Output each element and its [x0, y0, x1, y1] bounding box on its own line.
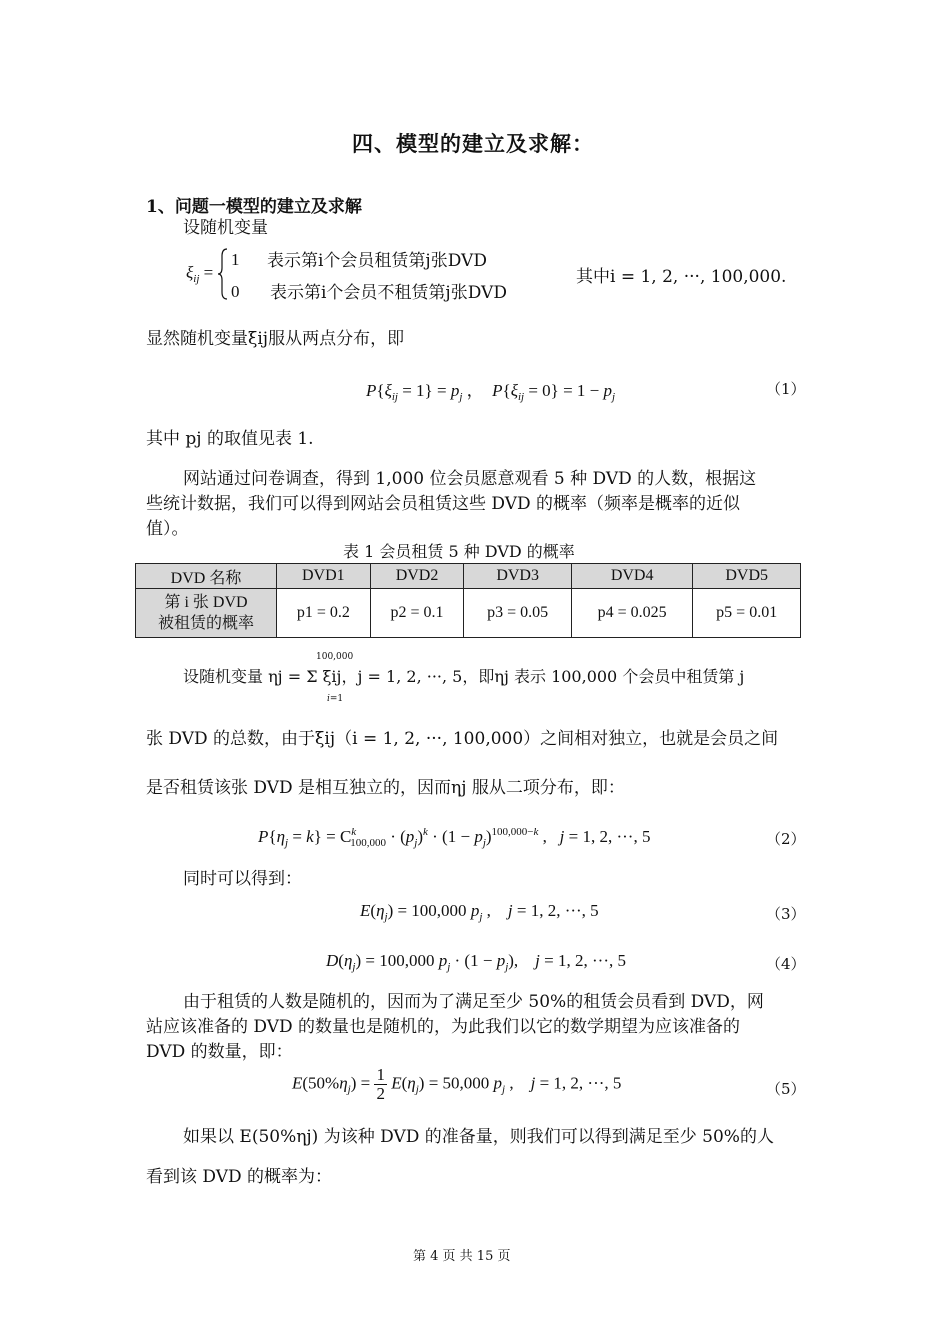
equation-5-number: （5） — [766, 1080, 806, 1098]
left-brace — [218, 248, 228, 300]
equation-5: $E(50\%\eta_j)$ = $\frac{1}{2}$ $E(\eta_j) = 50,000$ $p_j$ , j = 1, 2, ···, 5 — [292, 1065, 622, 1103]
text-eta-definition: 设随机变量 ηj = Σ ξij，j = 1, 2, ···, 5，即ηj 表示 100,000 个会员中租赁第 j — [183, 667, 745, 686]
text-survey-1: 网站通过问卷调查，得到 1,000 位会员愿意观看 5 种 DVD 的人数，根据这 — [183, 469, 757, 489]
section-title: 四、模型的建立及求解： — [352, 131, 594, 156]
text-eta-2: 张 DVD 的总数，由于ξij（i = 1, 2, ···, 100,000）之间相对独立，也就是会员之间 — [146, 729, 779, 749]
text-half-2: 站应该准备的 DVD 的数量也是随机的，为此我们以它的数学期望为应该准备的 — [146, 1017, 741, 1037]
text-pj-ref: 其中 pj 的取值见表 1. — [146, 429, 314, 449]
table-header-cell: DVD4 — [571, 564, 692, 589]
equation-2-number: （2） — [766, 830, 806, 848]
equation-1: $P\{\xi_{ij} = 1\} = p_j$ ， $P\{\xi_{ij} = 0\} = 1 - p_j$ — [366, 381, 616, 403]
table-cell: p1 = 0.2 — [277, 589, 371, 638]
xi-ij-symbol: $\xi_{ij}$ = — [186, 263, 214, 285]
case1-text: 表示第i个会员租赁第j张DVD — [267, 251, 487, 271]
table-cell: p5 = 0.01 — [693, 589, 801, 638]
sum-upper-limit: 100,000 — [316, 652, 354, 662]
table-row-label — [136, 589, 277, 638]
table-header-cell: DVD 名称 — [136, 564, 277, 589]
text-last-2: 看到该 DVD 的概率为： — [146, 1167, 333, 1187]
table-header-cell: DVD1 — [277, 564, 371, 589]
text-survey-2: 些统计数据，我们可以得到网站会员租赁这些 DVD 的概率（频率是概率的近似 — [146, 494, 741, 514]
text-also: 同时可以得到： — [183, 869, 302, 889]
row-label-line-2: 被租赁的概率 — [157, 615, 254, 632]
table-cell: p4 = 0.025 — [571, 589, 692, 638]
table-cell: p3 = 0.05 — [464, 589, 572, 638]
index-range: 其中i = 1, 2, ···, 100,000. — [576, 267, 787, 287]
text-set-variable: 设随机变量 — [183, 218, 268, 238]
fraction-one-half: $\frac{1}{2}$ — [376, 1065, 385, 1103]
row-label-line-1: 第 i 张 DVD — [164, 594, 248, 611]
case2-text: 表示第i个会员不租赁第j张DVD — [270, 283, 507, 303]
page-footer: 第 4 页 共 15 页 — [413, 1249, 511, 1264]
table-header-row — [136, 564, 801, 589]
text-two-point: 显然随机变量ξij服从两点分布，即 — [146, 329, 405, 349]
case2-value: 0 — [231, 282, 240, 301]
case1-value: 1 — [231, 250, 240, 269]
probability-table — [135, 563, 801, 638]
table-cell: p2 = 0.1 — [370, 589, 464, 638]
table-header-cell: DVD2 — [370, 564, 464, 589]
equation-3-number: （3） — [766, 905, 806, 923]
equation-4: $D(\eta_j) = 100,000$ $p_j \cdot (1 - p_j)$, j = 1, 2, ···, 5 — [326, 951, 626, 973]
equation-3: $E(\eta_j) = 100,000$ $p_j$ , j = 1, 2, ···, 5 — [360, 901, 599, 923]
text-eta-3: 是否租赁该张 DVD 是相互独立的，因而ηj 服从二项分布，即： — [146, 778, 625, 798]
table-header-cell: DVD5 — [693, 564, 801, 589]
equation-4-number: （4） — [766, 955, 806, 973]
table-header-cell: DVD3 — [464, 564, 572, 589]
text-last-1: 如果以 E(50%ηj) 为该种 DVD 的准备量，则我们可以得到满足至少 50%的人 — [183, 1127, 774, 1147]
sum-lower-limit: i=1 — [327, 694, 344, 704]
table-caption: 表 1 会员租赁 5 种 DVD 的概率 — [343, 542, 575, 561]
equation-1-number: （1） — [766, 380, 806, 398]
text-half-3: DVD 的数量，即： — [146, 1042, 293, 1062]
text-survey-3: 值）。 — [146, 519, 189, 539]
equation-2: $P\{\eta_j = k\} = C^k_{100,000} \cdot (p_j)^k \cdot (1 - p_j)^{100,000-k}$ , j = 1, 2, ···, 5 — [258, 826, 651, 849]
subsection-title: 1、问题一模型的建立及求解 — [146, 197, 362, 217]
table-row — [136, 589, 801, 638]
text-half-1: 由于租赁的人数是随机的，因而为了满足至少 50%的租赁会员看到 DVD，网 — [183, 992, 764, 1012]
